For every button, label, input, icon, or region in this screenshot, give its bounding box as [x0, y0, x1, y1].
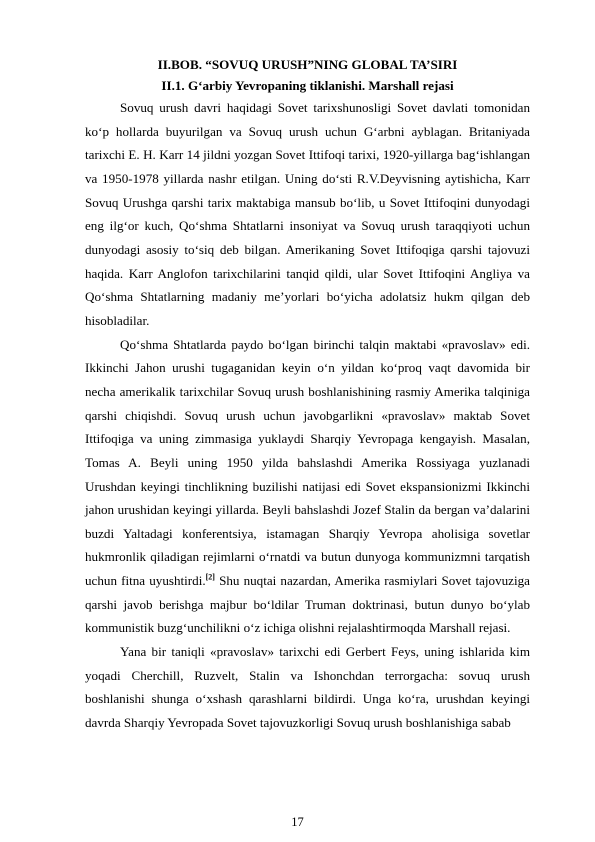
page-content: [85, 54, 530, 735]
paragraph: Yana bir taniqli «pravoslav» tarixchi edi Gerbert Feys, uning ishlarida kim yoqadi Cherchill, Ruzvelt, Stalin va Ishonchdan terrorgacha: sovuq urush boshlanishi shunga o‘xshash qarashlarni bildirdi. Unga ko‘ra, urushdan keyingi davrda Sharqiy Yevropada Sovet tajovuzkorligi Sovuq urush boshlanishiga sabab: [85, 644, 530, 731]
paragraph: Sovuq urush davri haqidagi Sovet tarixshunosligi Sovet davlati tomonidan ko‘p hollarda buyurilgan va Sovuq urush uchun G‘arbni ayblagan. Britaniyada tarixchi E. H. Karr 14 jildni yozgan Sovet Ittifoqi tarixi, 1920-yillarga bag‘ishlangan va 1950-1978 yillarda nashr etilgan. Uning do‘sti R.V.Deyvisning aytishicha, Karr Sovuq Urushga qarshi tarix maktabiga mansub bo‘lib, u Sovet Ittifoqini dunyodagi eng ilg‘or kuch, Qo‘shma Shtatlarni insoniyat va Sovuq urush taraqqiyoti uchun dunyodagi asosiy to‘siq deb bilgan. Amerikaning Sovet Ittifoqiga qarshi tajovuzi haqida. Karr Anglofon tarixchilarini tanqid qildi, ular Sovet Ittifoqini Angliya va Qo‘shma Shtatlarning madaniy me’yorlari bo‘yicha adolatsiz hukm qilgan deb hisobladilar.: [85, 100, 530, 328]
paragraph: [85, 333, 530, 641]
paragraph-text-continued: Shu nuqtai nazardan, Amerika rasmiylari Sovet tajovuziga qarshi javob berishga majbur bo‘ldilar Truman doktrinasi, butun dunyo bo‘ylab kommunistik buzg‘unchilikni o‘z ichiga olishni rejalashtirmoqda Marshall rejasi.: [85, 573, 530, 636]
page-number: 17: [291, 815, 304, 829]
chapter-title: II.BOB. “SOVUQ URUSH”NING GLOBAL TA’SIRI: [157, 57, 458, 72]
paragraph-text: Qo‘shma Shtatlarda paydo bo‘lgan birinchi talqin maktabi «pravoslav» edi. Ikkinchi Jahon urushi tugaganidan keyin o‘n yildan ko‘proq vaqt davomida bir necha amerikalik tarixchilar Sovuq urush boshlanishining rasmiy Amerika talqiniga qarshi chiqishdi. Sovuq urush uchun javobgarlikni «pravoslav» maktab Sovet Ittifoqiga va uning zimmasiga yuklaydi Sharqiy Yevropaga kengayish. Masalan, Tomas A. Beyli uning 1950 yilda bahslashdi Amerika Rossiyaga yuzlanadi Urushdan keyingi tinchlikning buzilishi natijasi edi Sovet ekspansionizmi Ikkinchi jahon urushidan keyingi yillarda. Beyli bahslashdi Jozef Stalin da bergan va’dalarini buzdi Yaltadagi konferentsiya, istamagan Sharqiy Yevropa aholisiga sovetlar hukmronlik qiladigan rejimlarni o‘rnatdi va butun dunyoga kommunizmni tarqatish uchun fitna uyushtirdi.: [85, 336, 530, 589]
section-title: II.1. G‘arbiy Yevropaning tiklanishi. Marshall rejasi: [161, 78, 454, 93]
footnote-reference[interactable]: [2]: [205, 572, 215, 582]
